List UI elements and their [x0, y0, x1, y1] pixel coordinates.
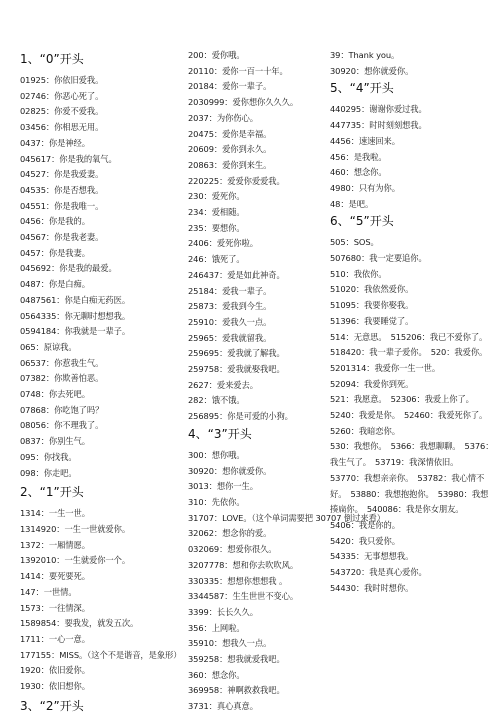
- code-entry: 4980：只有为你。: [330, 182, 400, 193]
- code-entry: 246437：爱是如此神奇。: [188, 269, 285, 280]
- code-entry: 20184：爱你一辈子。: [188, 81, 272, 92]
- code-entry: 259758：爱我就娶我吧。: [188, 364, 285, 375]
- code-entry: 507680：我一定要追你。: [330, 253, 427, 264]
- code-entry: 359258：想我就爱我吧。: [188, 654, 285, 665]
- code-entry: 51396：我要睡觉了。: [330, 315, 414, 326]
- code-entry: 54430：我时时想你。: [330, 582, 414, 593]
- code-entry: 032069：想爱你很久。: [188, 544, 277, 555]
- code-entry: 282：饿不饿。: [188, 395, 245, 406]
- code-entry: 20110：爱你一百一十年。: [188, 65, 288, 76]
- code-entry: 48：是吧。: [330, 198, 374, 209]
- section-heading: 6、“5”开头: [330, 214, 394, 229]
- code-entry: 1920：依旧爱你。: [20, 665, 90, 676]
- code-entry: 0487561：你是白痴无药医。: [20, 294, 131, 305]
- section-heading: 4、“3”开头: [188, 426, 252, 441]
- code-entry: 25873：爱我到今生。: [188, 301, 272, 312]
- code-entry: 32062：想念你的爱。: [188, 528, 272, 539]
- code-entry: 51020：我依然爱你。: [330, 284, 414, 295]
- entry-list: [330, 235, 495, 596]
- column-right: [330, 48, 495, 597]
- code-entry: 30920：想你就爱你。: [188, 465, 272, 476]
- code-entry: 3013：想你一生。: [188, 481, 258, 492]
- code-entry: 1589854：要我发，就发五次。: [20, 618, 139, 629]
- code-entry: 0456：你是我的。: [20, 216, 90, 227]
- code-entry: 1392010：一生就爱你一个。: [20, 555, 131, 566]
- code-entry: 5420：我只爱你。: [330, 535, 400, 546]
- entry-list: [330, 102, 495, 212]
- code-entry: 360：想念你。: [188, 669, 245, 680]
- code-entry: 0837：你别生气。: [20, 436, 90, 447]
- code-entry: 369958：神啊救救我吧。: [188, 685, 285, 696]
- code-entry: 300：想你哦。: [188, 449, 245, 460]
- code-entry: 045692：你是我的最爱。: [20, 263, 117, 274]
- code-entry: 530：我想你。 5366：我想聊聊。 5376：我生气了。 53719：我深情依旧。 53770：我想亲亲你。 53782：我心情不好。 53880：我想抱抱你。 53980：我想揍扁你。 540086：我是你女朋友。 5406：我是你的。: [330, 441, 494, 530]
- code-entry: 31707：LOVE。（这个单词需要把 30707 倒过来看）: [188, 512, 385, 523]
- section-heading: 2、“1”开头: [20, 485, 84, 500]
- code-entry: 01925：你依旧爱我。: [20, 75, 104, 85]
- code-entry: 0748：你去死吧。: [20, 389, 90, 400]
- code-entry: 514：无意思。 515206：我已不爱你了。 518420：我一辈子爱你。 520：我爱你。: [330, 331, 492, 358]
- code-entry: 5201314：我爱你一生一世。: [330, 362, 441, 373]
- code-entry: 356：上网啦。: [188, 622, 245, 633]
- code-entry: 147：一世情。: [20, 586, 77, 597]
- code-entry: 35910：想我久一点。: [188, 638, 272, 649]
- code-entry: 3731：真心真意。: [188, 701, 258, 712]
- code-entry: 06537：你惹我生气。: [20, 357, 104, 368]
- code-entry: 1930：依旧想你。: [20, 681, 90, 692]
- entry-list: [330, 48, 495, 79]
- code-entry: 310：先依你。: [188, 496, 245, 507]
- section-heading: 3、“2”开头: [20, 698, 84, 713]
- code-entry: 3399：长长久久。: [188, 606, 258, 617]
- code-entry: 098：你走吧。: [20, 467, 77, 478]
- code-entry: 065：原谅我。: [20, 341, 77, 352]
- code-entry: 045617：你是我的氧气。: [20, 153, 117, 164]
- code-entry: 02825：你爱不爱我。: [20, 106, 104, 117]
- code-entry: 246：饿死了。: [188, 254, 245, 265]
- code-entry: 1414：要死要死。: [20, 571, 90, 582]
- code-entry: 330335：想想你想想我 。: [188, 575, 288, 586]
- entry-list: [188, 48, 328, 425]
- entry-list: [20, 73, 185, 481]
- code-entry: 2627：爱来爱去。: [188, 379, 258, 390]
- code-entry: 04551：你是我唯一。: [20, 200, 104, 211]
- code-entry: 234：爱相随。: [188, 207, 245, 218]
- section-heading: 1、“0”开头: [20, 52, 84, 66]
- code-entry: 39：Thank you。: [330, 50, 400, 60]
- code-entry: 02746：你恶心死了。: [20, 90, 104, 101]
- code-entry: 30920：想你就爱你。: [330, 65, 414, 76]
- code-entry: 20863：爱你到来生。: [188, 159, 272, 170]
- code-entry: 505：SOS。: [330, 237, 379, 248]
- code-entry: 095：你找我。: [20, 451, 77, 462]
- code-entry: 230：爱死你。: [188, 191, 245, 202]
- code-entry: 3344587：生生世世不变心。: [188, 591, 299, 602]
- code-entry: 20475：爱你是幸福。: [188, 128, 272, 139]
- code-entry: 0594184：你我就是一辈子。: [20, 326, 131, 337]
- code-entry: 0487：你是白痴。: [20, 279, 90, 290]
- code-entry: 2030999：爱你想你久久久。: [188, 97, 299, 108]
- code-entry: 460：想念你。: [330, 167, 387, 178]
- code-entry: 235：要想你。: [188, 222, 245, 233]
- code-entry: 03456：你相思无用。: [20, 122, 104, 133]
- code-entry: 04567：你是我老妻。: [20, 232, 104, 243]
- code-entry: 543720：我是真心爱你。: [330, 567, 427, 578]
- code-entry: 20609：爱你到永久。: [188, 144, 272, 155]
- code-entry: 25965：爱我就留我。: [188, 332, 272, 343]
- code-entry: 04535：你是否想我。: [20, 184, 104, 195]
- code-entry: 510：我依你。: [330, 268, 387, 279]
- code-entry: 177155：MISS。（这个不是谐音，是象形）: [20, 649, 182, 660]
- code-entry: 2406：爱死你啦。: [188, 238, 258, 249]
- code-entry: 54335：无事想想我。: [330, 551, 414, 562]
- code-entry: 1372：一厢情愿。: [20, 539, 90, 550]
- code-entry: 52094：我爱你到死。: [330, 378, 414, 389]
- code-entry: 07868：你吃饱了吗？: [20, 404, 104, 415]
- code-entry: 220225：爱爱你爱爱我。: [188, 175, 285, 186]
- code-entry: 0437：你是神经。: [20, 137, 90, 148]
- code-entry: 04527：你是我爱妻。: [20, 169, 104, 180]
- code-entry: 521：我愿意。 52306：我爱上你了。 5240：我爱是你。 52460：我爱死你了。 5260：我暗恋你。: [330, 394, 492, 436]
- code-entry: 08056：你不理我了。: [20, 420, 104, 431]
- column-left: [20, 52, 185, 720]
- code-entry: 1711：一心一意。: [20, 633, 90, 644]
- code-entry: 1314：一生一世。: [20, 508, 90, 519]
- code-entry: 440295：谢谢你爱过我。: [330, 104, 427, 115]
- code-entry: 1573：一往情深。: [20, 602, 90, 613]
- code-entry: 2037：为你伤心。: [188, 112, 258, 123]
- code-entry: 1314920：一生一世就爱你。: [20, 523, 131, 534]
- code-entry: 447735：时时刻刻想我。: [330, 120, 427, 131]
- code-entry: 256895：你是可爱的小狗。: [188, 411, 293, 422]
- code-entry: 25184：爱我一辈子。: [188, 285, 272, 296]
- code-entry: 3207778：想和你去吹吹风。: [188, 559, 299, 570]
- code-entry: 51095：我要你娶我。: [330, 300, 414, 311]
- code-entry: 07382：你欺善怕恶。: [20, 373, 104, 384]
- code-entry: 4456：速速回来。: [330, 135, 400, 146]
- code-entry: 259695：爱我就了解我。: [188, 348, 285, 359]
- code-entry: 25910：爱我久一点。: [188, 316, 272, 327]
- code-entry: 0564335：你无聊时想想我。: [20, 310, 131, 321]
- code-entry: 0457：你是我妻。: [20, 247, 90, 258]
- code-entry: 200：爱你哦。: [188, 50, 245, 60]
- section-heading: 5、“4”开头: [330, 81, 394, 96]
- code-entry: 456：是我啦。: [330, 151, 387, 162]
- entry-list: [20, 506, 185, 694]
